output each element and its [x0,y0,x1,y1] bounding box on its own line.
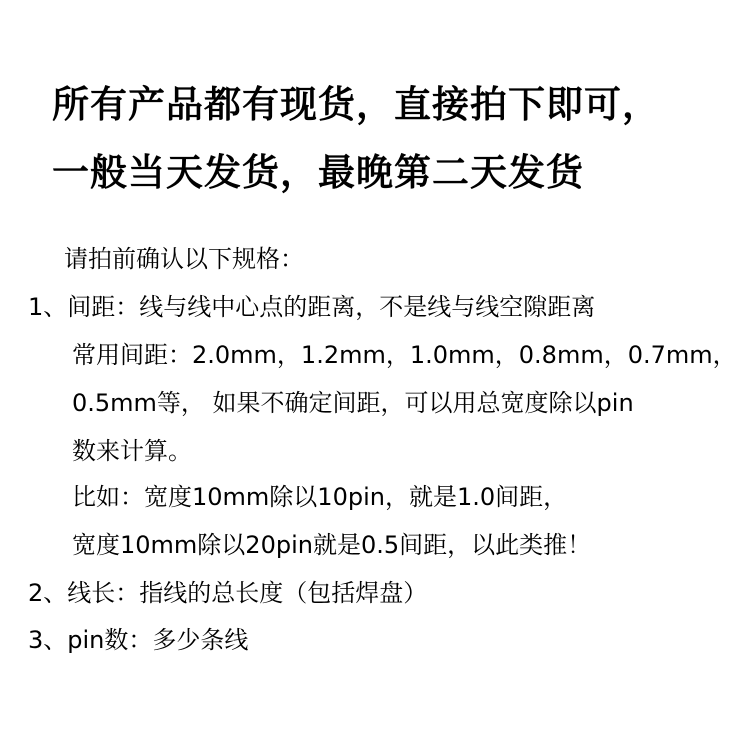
spec-item-length: 2、线长：指线的总长度（包括焊盘） [28,579,428,607]
spec-item-pitch-detail-3: 数来计算。 [72,437,192,465]
spec-item-pitch-detail-1: 常用间距：2.0mm，1.2mm，1.0mm，0.8mm，0.7mm， [72,341,737,369]
headline-line-1: 所有产品都有现货，直接拍下即可， [52,83,660,126]
spec-item-pitch-detail-4: 比如：宽度10mm除以10pin，就是1.0间距， [72,483,568,511]
spec-item-pitch-detail-5: 宽度10mm除以20pin就是0.5间距，以此类推！ [72,531,592,559]
spec-intro: 请拍前确认以下规格： [64,245,304,273]
spec-item-pin-count: 3、pin数：多少条线 [28,626,249,654]
spec-item-pitch: 1、间距：线与线中心点的距离，不是线与线空隙距离 [28,293,596,321]
headline-line-2: 一般当天发货，最晚第二天发货 [52,151,584,194]
spec-item-pitch-detail-2: 0.5mm等， 如果不确定间距，可以用总宽度除以pin [72,389,634,417]
